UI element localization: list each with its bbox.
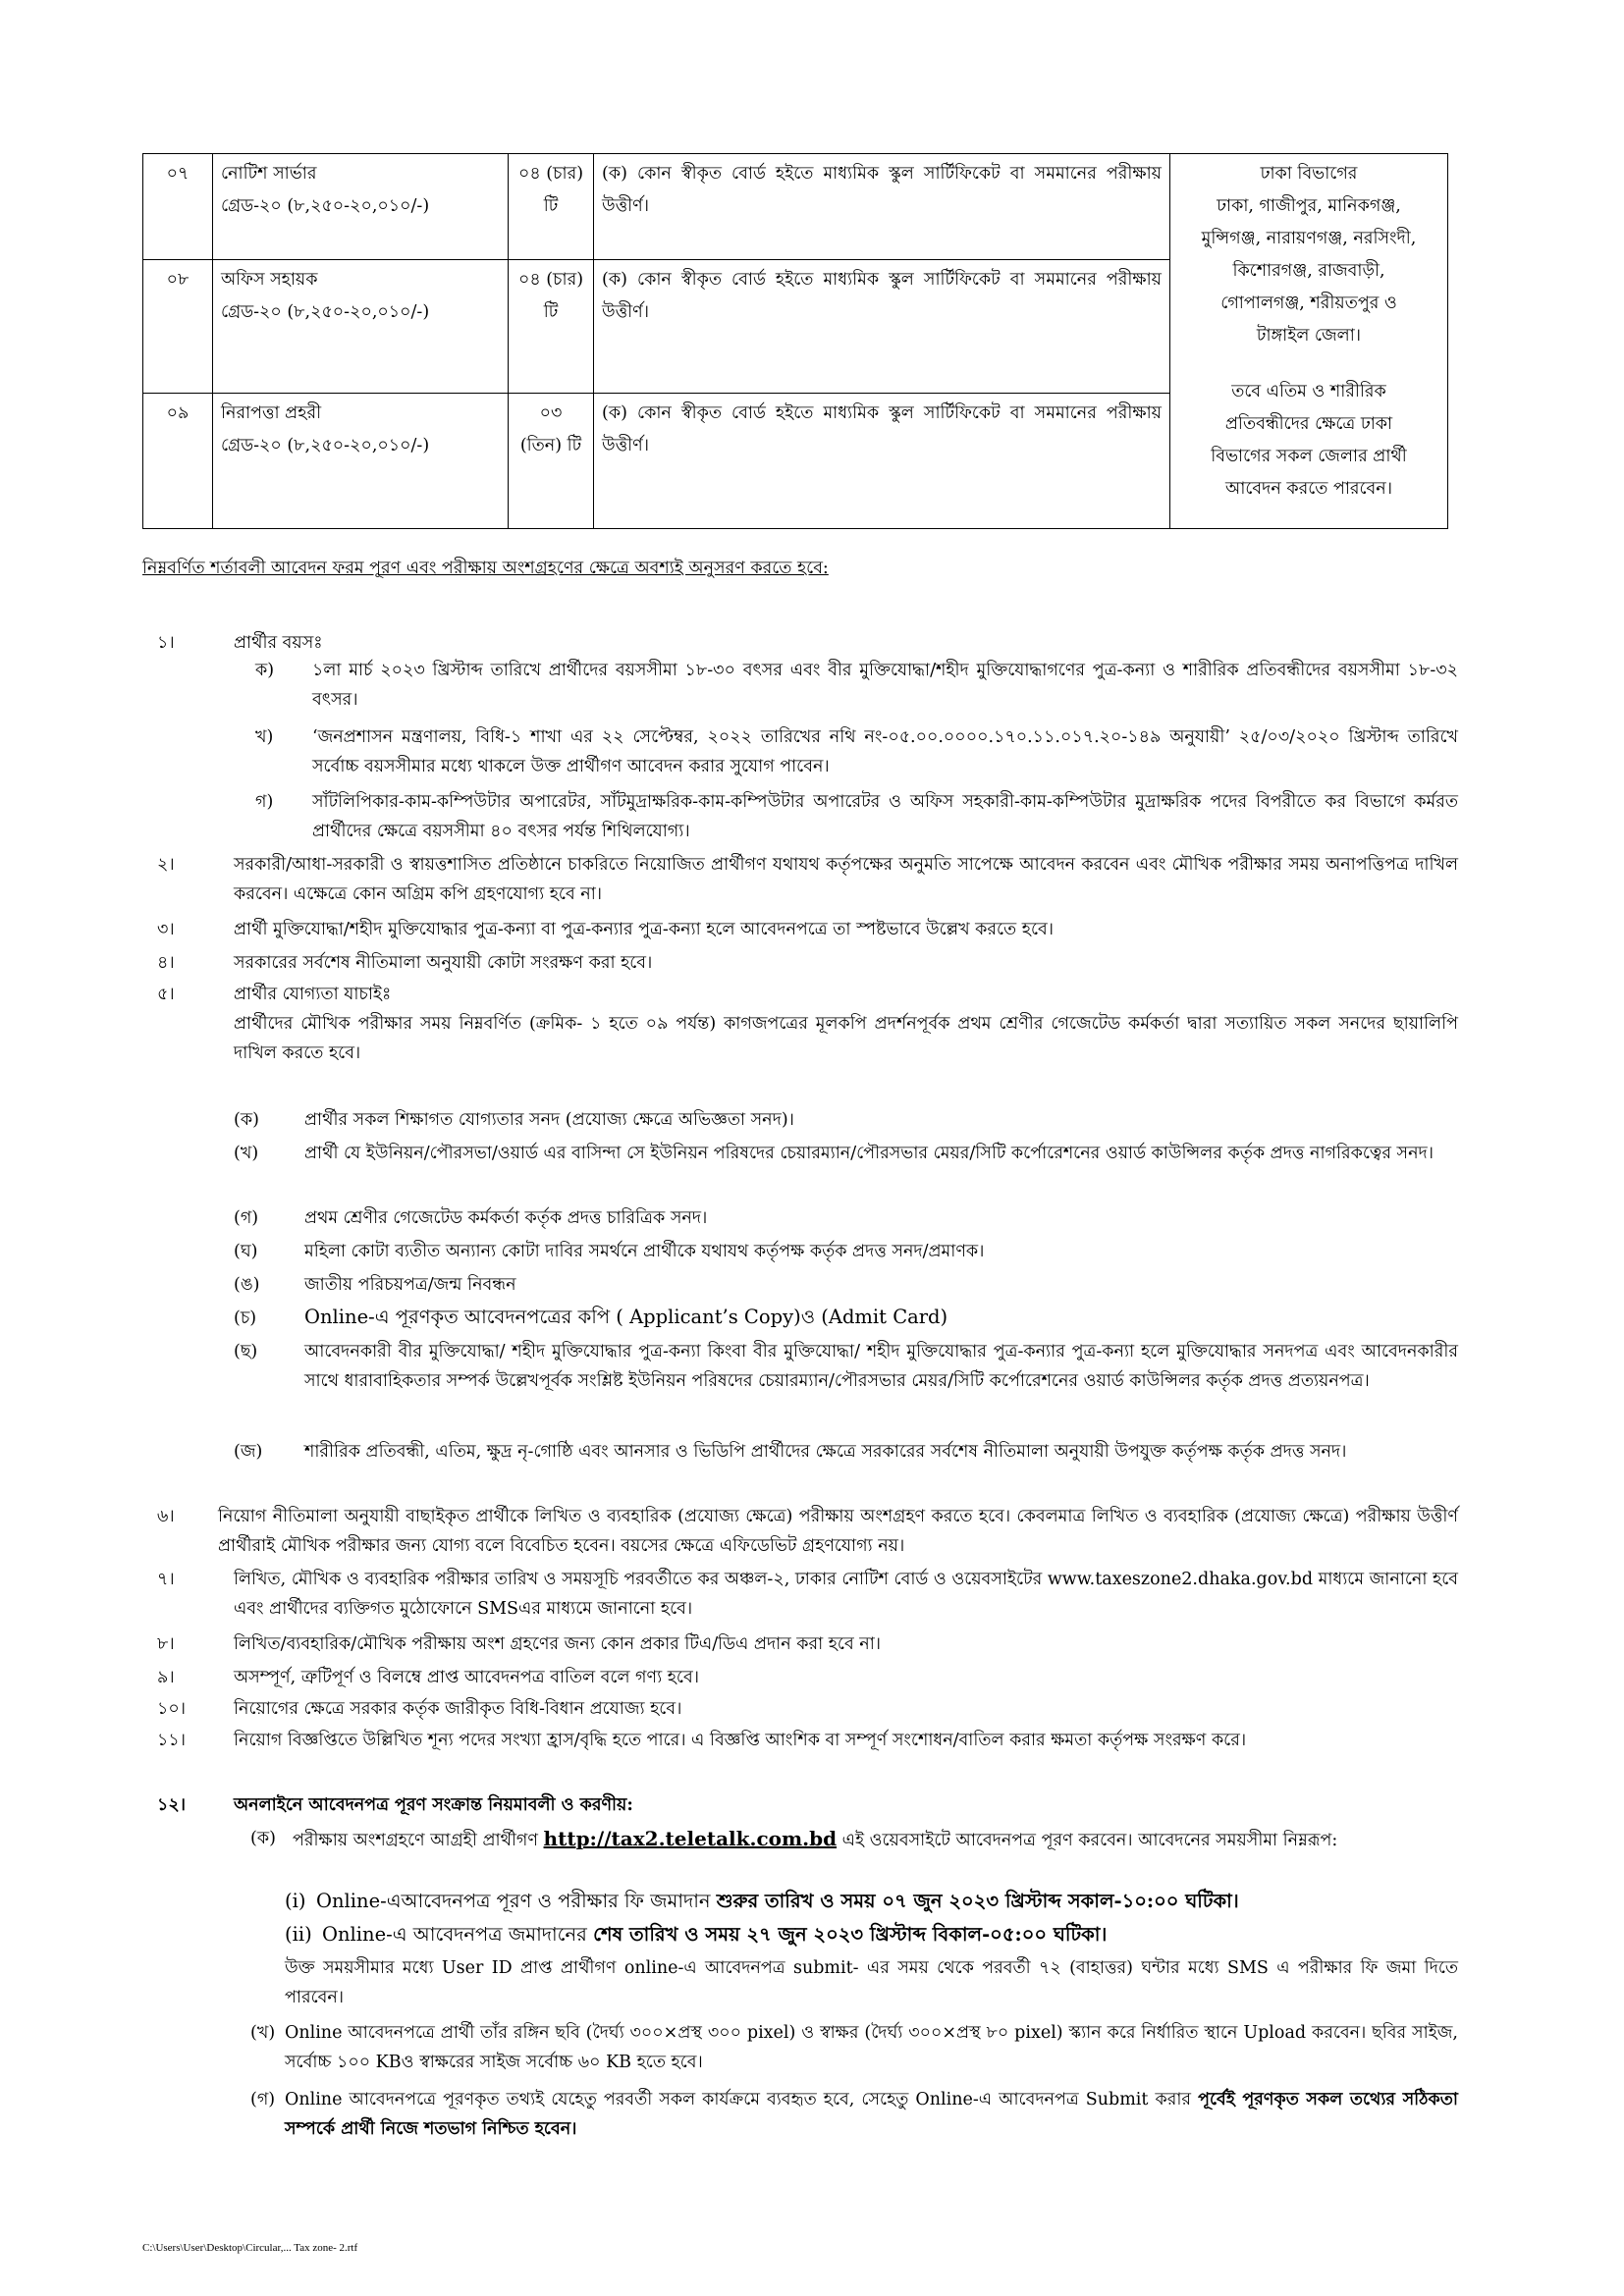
sub-item-text bbox=[285, 2085, 1458, 2144]
item-number: ৫। bbox=[157, 985, 175, 1004]
sub-item-text-part: এই ওয়েবসাইটে আবেদনপত্র পূরণ করবেন। আবেদনের সময়সীমা নিম্নরূপ: bbox=[841, 1831, 1338, 1850]
sub-item-text: প্রার্থীর সকল শিক্ষাগত যোগ্যতার সনদ (প্রযোজ্য ক্ষেত্রে অভিজ্ঞতা সনদ)। bbox=[304, 1110, 794, 1130]
post-name: নোটিশ সার্ভার bbox=[221, 164, 317, 184]
application-website-link[interactable]: http://tax2.teletalk.com.bd bbox=[543, 1827, 838, 1850]
post-cell bbox=[213, 394, 509, 529]
file-path-footer: C:\Users\User\Desktop\Circular,... Tax zone- 2.rtf bbox=[142, 2242, 358, 2254]
sub-item-number: (ঙ) bbox=[234, 1275, 260, 1295]
sub-item-number: ক) bbox=[255, 661, 275, 680]
serial-cell: ০৮ bbox=[143, 260, 213, 394]
sub-item-number: (ঘ) bbox=[234, 1242, 258, 1261]
vacancy-count-cell: ০৩ (তিন) টি bbox=[509, 394, 594, 529]
district-note-line: বিভাগের সকল জেলার প্রার্থী bbox=[1211, 447, 1407, 466]
date-item-number: (i) bbox=[285, 1890, 306, 1912]
sub-item-number: খ) bbox=[255, 727, 274, 747]
district-line: ঢাকা, গাজীপুর, মানিকগঞ্জ, bbox=[1217, 196, 1401, 216]
post-name: নিরাপত্তা প্রহরী bbox=[221, 403, 322, 423]
sub-item-text: প্রথম শ্রেণীর গেজেটেড কর্মকর্তা কর্তৃক প্রদত্ত চারিত্রিক সনদ। bbox=[304, 1208, 708, 1228]
sub-item-text: Online আবেদনপত্রে প্রার্থী তাঁর রঙ্গিন ছবি (দৈর্ঘ্য ৩০০×প্রস্থ ৩০০ pixel) ও স্বাক্ষর (দৈর্ঘ্য ৩০০×প্রস্থ ৮০ pixel) স্ক্যান করে নির্ধারিত স্থানে Upload করবেন। ছবির সাইজ, সর্বোচ্চ ১০০ KBও স্বাক্ষরের সাইজ সর্বোচ্চ ৬০ KB হতে হবে। bbox=[285, 2023, 1458, 2072]
date-item-text bbox=[316, 1887, 1458, 1916]
item-text: নিয়োগের ক্ষেত্রে সরকার কর্তৃক জারীকৃত বিধি-বিধান প্রযোজ্য হবে। bbox=[234, 1699, 682, 1719]
qualification-cell: (ক) কোন স্বীকৃত বোর্ড হইতে মাধ্যমিক স্কুল সার্টিফিকেট বা সমমানের পরীক্ষায় উত্তীর্ণ। bbox=[594, 154, 1170, 260]
post-cell bbox=[213, 154, 509, 260]
item-text: লিখিত, মৌখিক ও ব্যবহারিক পরীক্ষার তারিখ ও সময়সূচি পরবর্তীতে কর অঞ্চল-২, ঢাকার নোটিশ বোর্ড ও ওয়েবসাইটের www.taxeszone2.dhaka.gov.bd মাধ্যমে জানানো হবে এবং প্রার্থীদের ব্যক্তিগত মুঠোফোনে SMSএর মাধ্যমে জানানো হবে। bbox=[234, 1570, 1458, 1619]
sub-item-text bbox=[293, 1824, 1458, 1855]
sub-item-text-part: পরীক্ষায় অংশগ্রহণে আগ্রহী প্রার্থীগণ bbox=[293, 1831, 538, 1850]
sub-item-text-emphasis: পূর্বেই পূরণকৃত সকল তথ্যের সঠিকতা সম্পর্কে প্রার্থী নিজে শতভাগ নিশ্চিত হবেন। bbox=[285, 2090, 1458, 2139]
sub-item-text-part: Online আবেদনপত্রে পূরণকৃত তথ্যই যেহেতু পরবর্তী সকল কার্যক্রমে ব্যবহৃত হবে, সেহেতু Online-এ আবেদনপত্র Submit করার bbox=[285, 2090, 1192, 2109]
sub-item-text: আবেদনকারী বীর মুক্তিযোদ্ধা/ শহীদ মুক্তিযোদ্ধার পুত্র-কন্যা কিংবা বীর মুক্তিযোদ্ধা/ শহীদ মুক্তিযোদ্ধার পুত্র-কন্যার পুত্র-কন্যা হলে মুক্তিযোদ্ধার সনদপত্র এবং আবেদনকারীর সাথে ধারাবাহিকতার সম্পর্ক উল্লেখপূর্বক সংশ্লিষ্ট ইউনিয়ন পরিষদের চেয়ারম্যান/পৌরসভার মেয়র/সিটি কর্পোরেশনের ওয়ার্ড কাউন্সিলর কর্তৃক প্রদত্ত প্রত্যয়নপত্র। bbox=[304, 1342, 1458, 1391]
item-number: ৩। bbox=[157, 920, 175, 939]
sub-item-text: শারীরিক প্রতিবন্ধী, এতিম, ক্ষুদ্র নৃ-গোষ্ঠি এবং আনসার ও ভিডিপি প্রার্থীদের ক্ষেত্রে সরকারের সর্বশেষ নীতিমালা অনুযায়ী উপযুক্ত কর্তৃপক্ষ কর্তৃক প্রদত্ত সনদ। bbox=[304, 1442, 1347, 1462]
item-number: ১১। bbox=[157, 1731, 186, 1750]
sub-item-number: (ক) bbox=[250, 1829, 276, 1848]
post-grade: গ্রেড-২০ (৮,২৫০-২০,০১০/-) bbox=[221, 436, 430, 455]
sub-item-number: (গ) bbox=[234, 1208, 259, 1228]
date-item-label: Online-এআবেদনপত্র পূরণ ও পরীক্ষার ফি জমাদান bbox=[316, 1890, 711, 1912]
serial-cell: ০৯ bbox=[143, 394, 213, 529]
date-item-text bbox=[322, 1920, 1458, 1949]
item-number: ১২। bbox=[157, 1795, 186, 1815]
district-line: কিশোরগঞ্জ, রাজবাড়ী, bbox=[1232, 261, 1385, 281]
sub-item-text: সাঁটলিপিকার-কাম-কম্পিউটার অপারেটর, সাঁটমুদ্রাক্ষরিক-কাম-কম্পিউটার অপারেটর ও অফিস সহকারী-কাম-কম্পিউটার মুদ্রাক্ষরিক পদের বিপরীতে কর বিভাগে কর্মরত প্রার্থীদের ক্ষেত্রে বয়সসীমা ৪০ বৎসর পর্যন্ত শিথিলযোগ্য। bbox=[312, 792, 1458, 841]
qualification-cell: (ক) কোন স্বীকৃত বোর্ড হইতে মাধ্যমিক স্কুল সার্টিফিকেট বা সমমানের পরীক্ষায় উত্তীর্ণ। bbox=[594, 394, 1170, 529]
sub-item-text: Online-এ পূরণকৃত আবেদনপত্রের কপি ( Applicant’s Copy)ও (Admit Card) bbox=[304, 1306, 948, 1328]
conditions-heading: নিম্নবর্ণিত শর্তাবলী আবেদন ফরম পূরণ এবং পরীক্ষায় অংশগ্রহণের ক্ষেত্রে অবশ্যই অনুসরণ করতে হবে: bbox=[142, 559, 829, 578]
item-text: লিখিত/ব্যবহারিক/মৌখিক পরীক্ষায় অংশ গ্রহণের জন্য কোন প্রকার টিএ/ডিএ প্রদান করা হবে না। bbox=[234, 1634, 882, 1654]
item-text: নিয়োগ বিজ্ঞপ্তিতে উল্লিখিত শূন্য পদের সংখ্যা হ্রাস/বৃদ্ধি হতে পারে। এ বিজ্ঞপ্তি আংশিক বা সম্পূর্ণ সংশোধন/বাতিল করার ক্ষমতা কর্তৃপক্ষ সংরক্ষণ করে। bbox=[234, 1731, 1247, 1750]
district-line: গোপালগঞ্জ, শরীয়তপুর ও bbox=[1220, 294, 1397, 313]
sub-item-number: (গ) bbox=[250, 2090, 276, 2109]
qualification-cell: (ক) কোন স্বীকৃত বোর্ড হইতে মাধ্যমিক স্কুল সার্টিফিকেট বা সমমানের পরীক্ষায় উত্তীর্ণ। bbox=[594, 260, 1170, 394]
post-cell bbox=[213, 260, 509, 394]
end-date-time: শেষ তারিখ ও সময় ২৭ জুন ২০২৩ খ্রিস্টাব্দ বিকাল-০৫:০০ ঘটিকা। bbox=[593, 1923, 1108, 1946]
district-line: ঢাকা বিভাগের bbox=[1260, 164, 1358, 184]
district-note-line: তবে এতিম ও শারীরিক bbox=[1231, 382, 1386, 401]
start-date-time: শুরুর তারিখ ও সময় ০৭ জুন ২০২৩ খ্রিস্টাব্দ সকাল-১০:০০ ঘটিকা। bbox=[716, 1890, 1239, 1912]
sub-item-text: ১লা মার্চ ২০২৩ খ্রিস্টাব্দ তারিখে প্রার্থীদের বয়সসীমা ১৮-৩০ বৎসর এবং বীর মুক্তিযোদ্ধা/শহীদ মুক্তিযোদ্ধাগণের পুত্র-কন্যা ও শারীরিক প্রতিবন্ধীদের বয়সসীমা ১৮-৩২ বৎসর। bbox=[312, 661, 1458, 710]
sub-item-number: (খ) bbox=[234, 1144, 259, 1163]
item-number: ১। bbox=[157, 633, 175, 653]
sub-item-number: (চ) bbox=[234, 1308, 257, 1328]
item-number: ৬। bbox=[157, 1507, 175, 1526]
district-note-line: আবেদন করতে পারবেন। bbox=[1224, 479, 1393, 499]
date-item-label: Online-এ আবেদনপত্র জমাদানের bbox=[322, 1923, 587, 1946]
item-number: ৯। bbox=[157, 1668, 175, 1687]
item-text: প্রার্থীর যোগ্যতা যাচাইঃ bbox=[234, 985, 392, 1004]
item-number: ২। bbox=[157, 855, 175, 875]
sub-item-text: প্রার্থী যে ইউনিয়ন/পৌরসভা/ওয়ার্ড এর বাসিন্দা সে ইউনিয়ন পরিষদের চেয়ারম্যান/পৌরসভার মেয়র/সিটি কর্পোরেশনের ওয়ার্ড কাউন্সিলর কর্তৃক প্রদত্ত নাগরিকত্বের সনদ। bbox=[304, 1144, 1435, 1163]
vacancy-count-cell: ০৪ (চার) টি bbox=[509, 260, 594, 394]
sub-item-number: (ছ) bbox=[234, 1342, 258, 1362]
item-text: অসম্পূর্ণ, ত্রুটিপূর্ণ ও বিলম্বে প্রাপ্ত আবেদনপত্র বাতিল বলে গণ্য হবে। bbox=[234, 1668, 699, 1687]
item-number: ১০। bbox=[157, 1699, 186, 1719]
table-row bbox=[143, 154, 1448, 260]
item-number: ৭। bbox=[157, 1570, 175, 1589]
sub-item-number: (জ) bbox=[234, 1442, 263, 1462]
district-note-line: প্রতিবন্ধীদের ক্ষেত্রে ঢাকা bbox=[1224, 414, 1393, 434]
vacancy-table bbox=[142, 153, 1448, 529]
item-text: প্রার্থী মুক্তিযোদ্ধা/শহীদ মুক্তিযোদ্ধার পুত্র-কন্যা বা পুত্র-কন্যার পুত্র-কন্যা হলে আবেদনপত্রে তা স্পষ্টভাবে উল্লেখ করতে হবে। bbox=[234, 920, 1054, 939]
vacancy-count-cell: ০৪ (চার) টি bbox=[509, 154, 594, 260]
item-number: ৪। bbox=[157, 953, 175, 973]
item-number: ৮। bbox=[157, 1634, 175, 1654]
date-item-number: (ii) bbox=[285, 1923, 312, 1946]
item-text: অনলাইনে আবেদনপত্র পূরণ সংক্রান্ত নিয়মাবলী ও করণীয়: bbox=[234, 1795, 633, 1815]
item-text: প্রার্থীর বয়সঃ bbox=[234, 633, 323, 653]
district-line: টাঙ্গাইল জেলা। bbox=[1256, 326, 1362, 346]
sub-item-text: মহিলা কোটা ব্যতীত অন্যান্য কোটা দাবির সমর্থনে প্রার্থীকে যথাযথ কর্তৃপক্ষ কর্তৃক প্রদত্ত সনদ/প্রমাণক। bbox=[304, 1242, 985, 1261]
item-paragraph: প্রার্থীদের মৌখিক পরীক্ষার সময় নিম্নবর্ণিত (ক্রমিক- ১ হতে ০৯ পর্যন্ত) কাগজপত্রের মূলকপি প্রদর্শনপূর্বক প্রথম শ্রেণীর গেজেটেড কর্মকর্তা দ্বারা সত্যায়িত সকল সনদের ছায়ালিপি দাখিল করতে হবে। bbox=[234, 1014, 1458, 1063]
fee-payment-paragraph: উক্ত সময়সীমার মধ্যে User ID প্রাপ্ত প্রার্থীগণ online-এ আবেদনপত্র submit- এর সময় থেকে পরবর্তী ৭২ (বাহাত্তর) ঘন্টার মধ্যে SMS এ পরীক্ষার ফি জমা দিতে পারবেন। bbox=[285, 1958, 1458, 2007]
sub-item-number: (খ) bbox=[250, 2023, 276, 2043]
eligible-districts-cell bbox=[1170, 154, 1448, 529]
serial-cell: ০৭ bbox=[143, 154, 213, 260]
district-line: মুন্সিগঞ্জ, নারায়ণগঞ্জ, নরসিংদী, bbox=[1201, 229, 1417, 248]
post-name: অফিস সহায়ক bbox=[221, 270, 318, 290]
post-grade: গ্রেড-২০ (৮,২৫০-২০,০১০/-) bbox=[221, 196, 430, 216]
sub-item-text: ‘জনপ্রশাসন মন্ত্রণালয়, বিধি-১ শাখা এর ২২ সেপ্টেম্বর, ২০২২ তারিখের নথি নং-০৫.০০.০০০০.১৭০.১১.০১৭.২০-১৪৯ অনুযায়ী’ ২৫/০৩/২০২০ খ্রিস্টাব্দ তারিখে সর্বোচ্চ বয়সসীমার মধ্যে থাকলে উক্ত প্রার্থীগণ আবেদন করার সুযোগ পাবেন। bbox=[312, 727, 1458, 776]
item-text: সরকারী/আধা-সরকারী ও স্বায়ত্তশাসিত প্রতিষ্ঠানে চাকরিতে নিয়োজিত প্রার্থীগণ যথাযথ কর্তৃপক্ষের অনুমতি সাপেক্ষে আবেদন করবেন এবং মৌখিক পরীক্ষার সময় অনাপত্তিপত্র দাখিল করবেন। এক্ষেত্রে কোন অগ্রিম কপি গ্রহণযোগ্য হবে না। bbox=[234, 855, 1458, 904]
item-text: নিয়োগ নীতিমালা অনুযায়ী বাছাইকৃত প্রার্থীকে লিখিত ও ব্যবহারিক (প্রযোজ্য ক্ষেত্রে) পরীক্ষায় অংশগ্রহণ করতে হবে। কেবলমাত্র লিখিত ও ব্যবহারিক (প্রযোজ্য ক্ষেত্রে) পরীক্ষায় উত্তীর্ণ প্রার্থীরাই মৌখিক পরীক্ষার জন্য যোগ্য বলে বিবেচিত হবেন। বয়সের ক্ষেত্রে এফিডেভিট গ্রহণযোগ্য নয়। bbox=[218, 1507, 1458, 1556]
sub-item-text: জাতীয় পরিচয়পত্র/জন্ম নিবন্ধন bbox=[304, 1275, 516, 1295]
post-grade: গ্রেড-২০ (৮,২৫০-২০,০১০/-) bbox=[221, 302, 430, 322]
item-text: সরকারের সর্বশেষ নীতিমালা অনুযায়ী কোটা সংরক্ষণ করা হবে। bbox=[234, 953, 653, 973]
sub-item-number: গ) bbox=[255, 792, 274, 812]
sub-item-number: (ক) bbox=[234, 1110, 259, 1130]
